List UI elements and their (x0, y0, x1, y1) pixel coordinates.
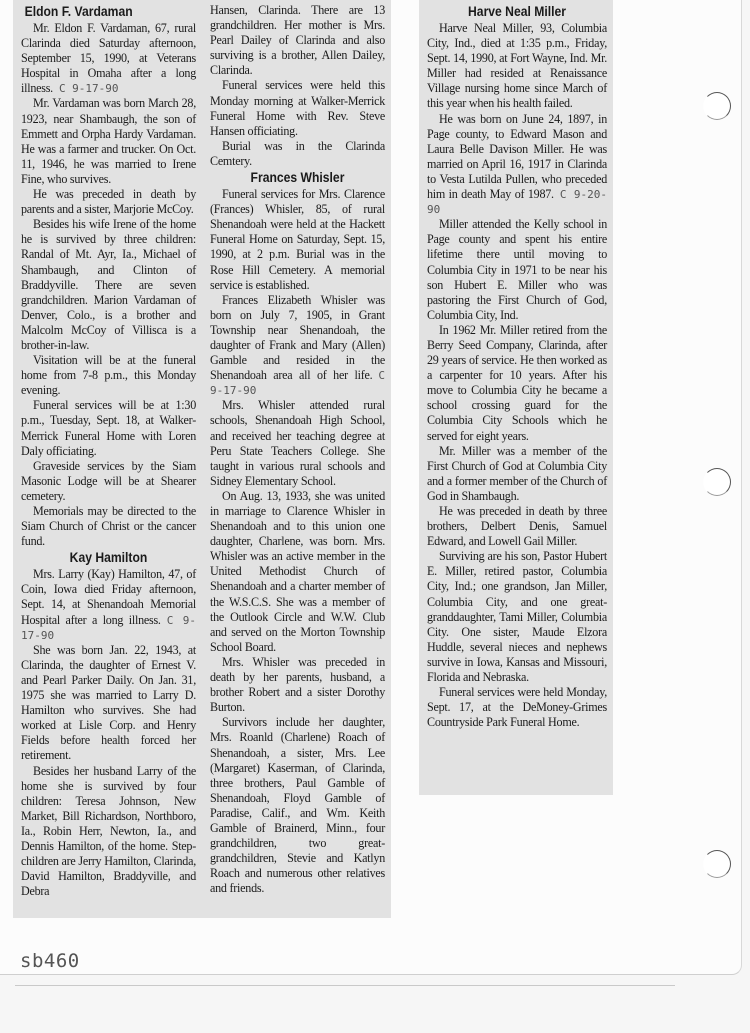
paragraph-text: Mr. Eldon F. Vardaman, 67, rural Clarinda died Saturday afternoon, September 15, 1990, at Veterans Hospital in Omaha after a long illness. (21, 21, 196, 96)
obituary-paragraph (210, 489, 385, 655)
handwritten-date-note: C 9-17-90 (58, 82, 119, 96)
paragraph-text: She was born Jan. 22, 1943, at Clarinda, the daughter of Ernest V. and Pearl Parker Daily. On Jan. 31, 1975 she was married to Larry D. Hamilton who survives. She had worked at Lisle Corp. and Henry Fields before health forced her retirement. (21, 642, 196, 763)
obituary-paragraph (210, 187, 385, 293)
paragraph-text: Harve Neal Miller, 93, Columbia City, Ind., died at 1:35 p.m., Friday, Sept. 14, 1990, at Fort Wayne, Ind. Mr. Miller had resided at Renaissance Village nursing home since March of this year when his health failed. (427, 21, 607, 111)
paragraph-text: Mrs. Whisler attended rural schools, Shenandoah High School, and received her teaching degree at Peru State Teachers College. She taught in various rural schools and Sidney Elementary School. (210, 398, 385, 488)
paragraph-text: Mr. Vardaman was born March 28, 1923, near Shambaugh, the son of Emmett and Orpha Hardy Vardaman. He was a farmer and trucker. On Oct. 11, 1946, he was married to Irene Fine, who survives. (21, 96, 196, 186)
paragraph-text: Graveside services by the Siam Masonic Lodge will be at Shearer cemetery. (21, 458, 196, 503)
handwritten-date-note: C 9-17-90 (21, 613, 196, 642)
obituary-headline (21, 4, 179, 20)
obituary-paragraph (21, 353, 196, 398)
column-3 (419, 0, 613, 795)
obituary-paragraph (210, 655, 385, 715)
paragraph-text: Funeral services for Mrs. Clarence (Frances) Whisler, 85, of rural Shenandoah were held at the Hackett Funeral Home on Saturday, Sept. 15, 1990, at 2 p.m. Burial was in the Rose Hill Cemetery. A memorial service is established. (210, 187, 385, 292)
paragraph-text: Funeral services were held Monday, Sept. 17, at the DeMoney-Grimes Countryside Park Funeral Home. (427, 685, 607, 730)
obituary-paragraph (210, 3, 385, 78)
handwritten-file-id: sb460 (20, 950, 80, 972)
obituary-paragraph (21, 187, 196, 217)
binder-hole-icon (703, 92, 731, 120)
obituary-headline (219, 170, 377, 186)
paragraph-text: Funeral services were held this Monday morning at Walker-Merrick Funeral Home with Rev. Steve Hansen officiating. (210, 78, 385, 138)
binder-hole-icon (703, 850, 731, 878)
page-edge-line (15, 985, 675, 986)
paragraph-text: Hansen, Clarinda. There are 13 grandchildren. Her mother is Mrs. Pearl Dailey of Clarinda and also surviving is a brother, Allen Dailey, Clarinda. (210, 3, 385, 78)
paragraph-text: Surviving are his son, Pastor Hubert E. Miller, retired pastor, Columbia City, Ind.; one grandson, Jan Miller, Columbia City, and one great-granddaughter, Tami Miller, Columbia City. One sister, Maude Elzora Huddle, several nieces and nephews survive in Iowa, Kansas and Missouri, Florida and Nebraska. (427, 549, 607, 685)
paragraph-text: Besides her husband Larry of the home she is survived by four children: Teresa Johnson, New Market, Bill Richardson, Northboro, Ia., Robin Herr, Newton, Ia., and Dennis Hamilton, of the home. Step-children are Jerry Hamilton, Clarinda, David Hamilton, Braddyville, and Debra (21, 763, 196, 899)
paragraph-text: He was preceded in death by parents and a sister, Marjorie McCoy. (21, 187, 196, 217)
obituary-paragraph (210, 293, 385, 399)
obituary-paragraph (427, 504, 607, 549)
paragraph-text: Survivors include her daughter, Mrs. Roanld (Charlene) Roach of Shenandoah, a sister, Mrs. Lee (Margaret) Kaserman, of Clarinda, three brothers, Paul Gamble of Shenandoah, Floyd Gamble of Paradise, Calif., and Wm. Keith Gamble of Brainerd, Minn., four grandchildren, two great-grandchildren, Stevie and Katlyn Roach and numerous other relatives and friends. (210, 715, 385, 896)
paragraph-text: Visitation will be at the funeral home from 7-8 p.m., this Monday evening. (21, 353, 196, 398)
obituary-paragraph (21, 643, 196, 764)
paragraph-text: Memorials may be directed to the Siam Church of Christ or the cancer fund. (21, 504, 196, 549)
obituary-paragraph (21, 96, 196, 187)
obituary-paragraph (427, 21, 607, 112)
obituary-paragraph (210, 78, 385, 138)
paragraph-text: Besides his wife Irene of the home he is survived by three children: Randal of Mt. Ayr, Ia., Michael of Shambaugh, and Clinton of Braddyville. There are seven grandchildren. Marion Vardaman of Denver, Colo., is a brother and Malcolm McCoy of Villisca is a brother-in-law. (21, 217, 196, 352)
paragraph-text: Mr. Miller was a member of the First Church of God at Columbia City and a former member of the Church of God in Shambaugh. (427, 443, 607, 503)
obituary-paragraph (427, 112, 607, 218)
headline-text: Eldon F. Vardaman (24, 4, 133, 19)
paragraph-text: Mrs. Whisler was preceded in death by her parents, husband, a brother Robert and a sister Dorothy Burton. (210, 654, 385, 715)
obituary-paragraph (210, 715, 385, 896)
paragraph-text: On Aug. 13, 1933, she was united in marriage to Clarence Whisler in Shenandoah and to this union one daughter, Charlene, was born. Mrs. Whisler was an active member in the United Methodist Church of Shenandoah and a charter member of the W.S.C.S. She was a member of the Outlook Circle and W.W. Club and served on the Morton Township School Board. (210, 488, 385, 654)
paragraph-text: He was born on June 24, 1897, in Page county, to Edward Mason and Laura Belle Davison Miller. He was married on April 16, 1917 in Clarinda to Vesta Lutilda Pullen, who preceded him in death May of 1987. (427, 111, 607, 202)
obituary-headline (30, 550, 188, 566)
obituary-paragraph (427, 685, 607, 730)
binder-hole-icon (703, 468, 731, 496)
obituary-paragraph (210, 398, 385, 489)
obituary-paragraph (210, 139, 385, 169)
paragraph-text: Funeral services will be at 1:30 p.m., Tuesday, Sept. 18, at Walker-Merrick Funeral Home with Loren Daly officiating. (21, 398, 196, 458)
obituary-paragraph (21, 217, 196, 353)
headline-text: Frances Whisler (250, 170, 345, 186)
headline-text: Kay Hamilton (69, 550, 148, 566)
obituary-paragraph (21, 21, 196, 96)
obituary-paragraph (427, 323, 607, 444)
column-2 (202, 0, 391, 918)
column-1 (13, 0, 202, 918)
paragraph-text: Burial was in the Clarinda Cemtery. (210, 138, 385, 168)
paragraph-text: Frances Elizabeth Whisler was born on July 7, 1905, in Grant Township near Shenandoah, the daughter of Frank and Mary (Allen) Gamble and resided in the Shenandoah area all of her life. (210, 292, 385, 383)
paragraph-text: Miller attended the Kelly school in Page county and spent his entire lifetime there until moving to Columbia City in 1971 to be near his son Hubert E. Miller who was pastoring the First Church of God, Columbia City, Ind. (427, 217, 607, 322)
headline-text: Harve Neal Miller (468, 4, 566, 19)
paragraph-text: Mrs. Larry (Kay) Hamilton, 47, of Coin, Iowa died Friday afternoon, Sept. 14, at Shenandoah Memorial Hospital after a long illness. (21, 567, 196, 627)
obituary-paragraph (427, 217, 607, 323)
handwritten-date-note: C 9-17-90 (210, 369, 385, 398)
obituary-paragraph (21, 764, 196, 900)
handwritten-date-note: C 9-20-90 (427, 188, 608, 217)
paragraph-text: In 1962 Mr. Miller retired from the Berry Seed Company, Clarinda, after 29 years of service. He then worked as a carpenter for 10 years. After his move to Columbia City he became a school crossing guard for the Columbia City Schools which he served for eight years. (427, 322, 607, 443)
paragraph-text: He was preceded in death by three brothers, Delbert Denis, Samuel Edward, and Lowell Gail Miller. (427, 504, 607, 549)
obituary-paragraph (21, 398, 196, 458)
obituary-paragraph (21, 567, 196, 642)
obituary-headline (436, 4, 598, 20)
obituary-paragraph (21, 504, 196, 549)
obituary-paragraph (427, 549, 607, 685)
obituary-paragraph (21, 459, 196, 504)
obituary-paragraph (427, 444, 607, 504)
